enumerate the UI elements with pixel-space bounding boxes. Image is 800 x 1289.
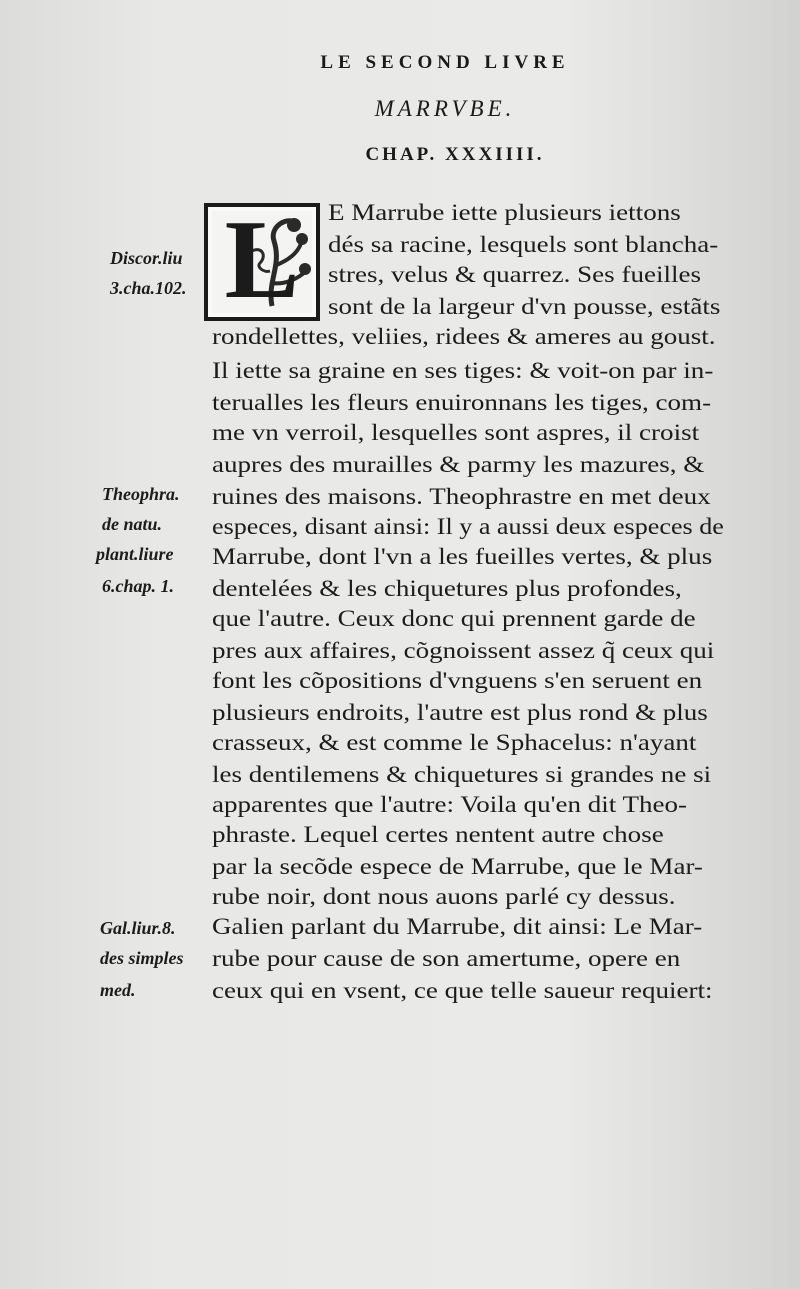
text-line: dentelées & les chiquetures plus profondes, <box>212 576 682 602</box>
text-line: E Marrube iette plusieurs iettons <box>328 200 681 226</box>
text-line: rondellettes, veliies, ridees & ameres au goust. <box>212 324 716 350</box>
decorated-initial <box>204 198 320 322</box>
text-line: phraste. Lequel certes nentent autre chose <box>212 822 664 848</box>
margin-note-theophra: 6.chap. 1. <box>102 576 174 596</box>
text-line: rube noir, dont nous auons parlé cy dessus. <box>212 884 676 910</box>
margin-note-galien: med. <box>100 980 136 1000</box>
chapter-heading: CHAP. XXXIIII. <box>365 144 545 165</box>
text-line: Marrube, dont l'vn a les fueilles vertes, & plus <box>212 544 713 570</box>
text-line: stres, velus & quarrez. Ses fueilles <box>328 262 701 288</box>
text-line: que l'autre. Ceux donc qui prennent garde de <box>212 606 696 632</box>
text-line: sont de la largeur d'vn pousse, estãts <box>328 294 721 320</box>
margin-note-galien: Gal.liur.8. <box>100 918 176 938</box>
margin-note-galien: des simples <box>100 948 184 968</box>
text-line: ruines des maisons. Theophrastre en met deux <box>212 484 711 510</box>
margin-note-theophra: de natu. <box>102 514 163 534</box>
text-line: plusieurs endroits, l'autre est plus rond & plus <box>212 700 708 726</box>
running-head: LE SECOND LIVRE <box>320 52 570 73</box>
text-line: terualles les fleurs enuironnans les tiges, com- <box>212 390 712 416</box>
text-line: crasseux, & est comme le Sphacelus: n'ayant <box>212 730 697 756</box>
margin-note-discor: Discor.liu <box>110 248 183 268</box>
text-line: Galien parlant du Marrube, dit ainsi: Le Mar- <box>212 914 703 940</box>
text-line: pres aux affaires, cõgnoissent assez q̃ ceux qui <box>212 638 715 664</box>
margin-note-theophra: Theophra. <box>102 484 180 504</box>
text-line: Il iette sa graine en ses tiges: & voit-on par in- <box>212 358 714 384</box>
text-line: font les cõpositions d'vnguens s'en seruent en <box>212 668 703 694</box>
text-line: me vn verroil, lesquelles sont aspres, il croist <box>212 420 700 446</box>
initial-letter: L <box>224 198 300 322</box>
text-line: rube pour cause de son amertume, opere en <box>212 946 681 972</box>
margin-note-discor: 3.cha.102. <box>110 278 187 298</box>
text-line: ceux qui en vsent, ce que telle saueur requiert: <box>212 978 713 1004</box>
text-line: dés sa racine, lesquels sont blancha- <box>328 232 719 258</box>
section-title: MARRVBE. <box>374 96 516 121</box>
text-line: par la secõde espece de Marrube, que le Mar- <box>212 854 703 880</box>
text-line: aupres des murailles & parmy les mazures, & <box>212 452 705 478</box>
text-line: les dentilemens & chiquetures si grandes ne si <box>212 762 712 788</box>
margin-note-theophra: plant.liure <box>96 544 174 564</box>
text-line: especes, disant ainsi: Il y a aussi deux especes de <box>212 514 724 540</box>
text-line: apparentes que l'autre: Voila qu'en dit Theo- <box>212 792 688 818</box>
